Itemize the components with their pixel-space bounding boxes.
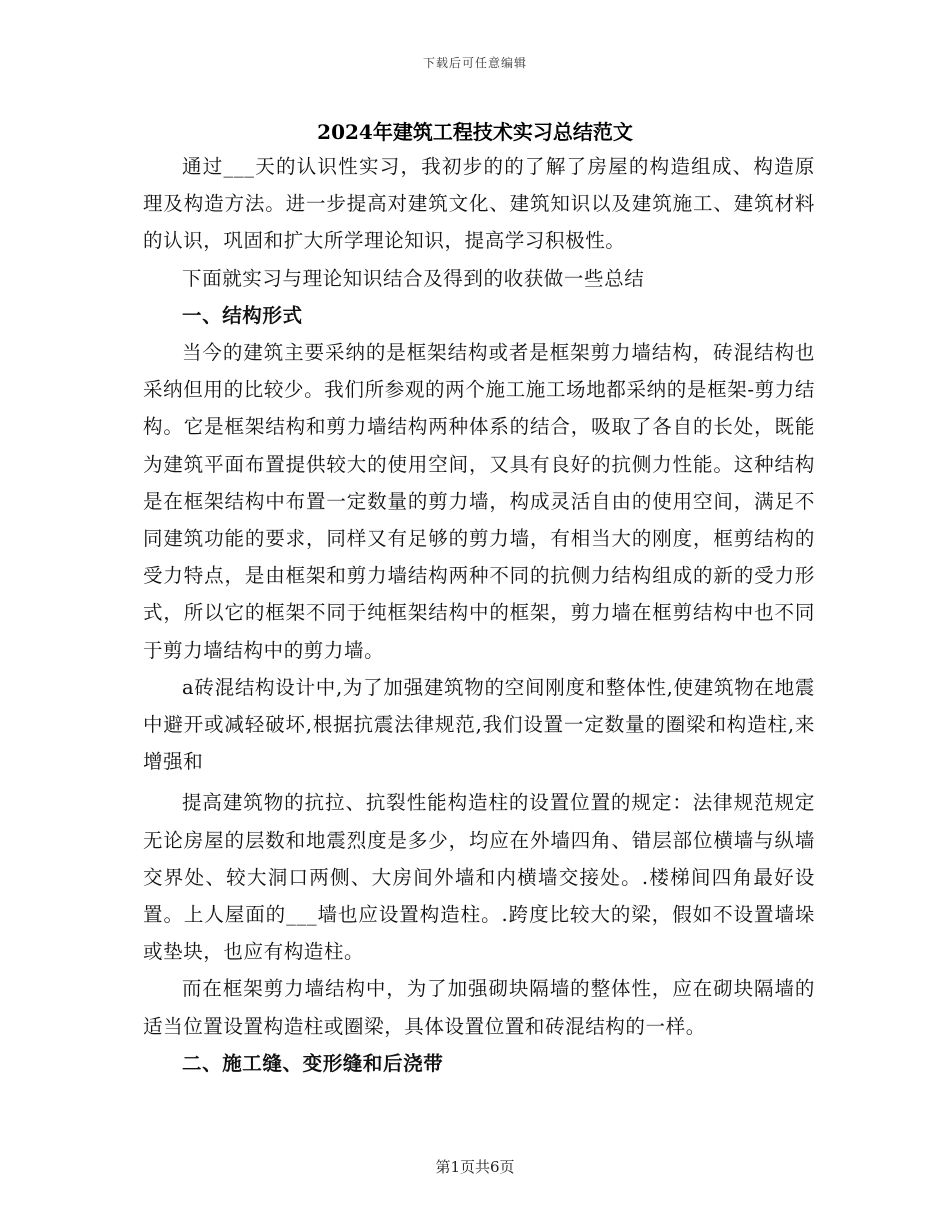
section-heading-structure: 一、结构形式	[182, 303, 303, 327]
paragraph-structure-types: 当今的建筑主要采纳的是框架结构或者是框架剪力墙结构，砖混结构也采纳但用的比较少。我们所参观的两个施工施工场地都采纳的是框架-剪力结构。它是框架结构和剪力墙结构两种体系的结合，吸取了各自的长处，既能为建筑平面布置提供较大的使用空间，又具有良好的抗侧力性能。这种结构是在框架结构中布置一定数量的剪力墙，构成灵活自由的使用空间，满足不同建筑功能的要求，同样又有足够的剪力墙，有相当大的刚度，框剪结构的受力特点，是由框架和剪力墙结构两种不同的抗侧力结构组成的新的受力形式，所以它的框架不同于纯框架结构中的框架，剪力墙在框剪结构中也不同于剪力墙结构中的剪力墙。	[143, 341, 815, 662]
paragraph-brick-concrete: a砖混结构设计中,为了加强建筑物的空间刚度和整体性,使建筑物在地震中避开或减轻破坏,根据抗震法律规范,我们设置一定数量的圈梁和构造柱,来增强和	[143, 675, 815, 774]
paragraph-frame-shear-wall: 而在框架剪力墙结构中，为了加强砌块隔墙的整体性，应在砌块隔墙的适当位置设置构造柱或圈梁，具体设置位置和砖混结构的一样。	[143, 977, 815, 1038]
paragraph-intro: 通过___天的认识性实习，我初步的的了解了房屋的构造组成、构造原理及构造方法。进一步提高对建筑文化、建筑知识以及建筑施工、建筑材料的认识，巩固和扩大所学理论知识，提高学习积极性。	[143, 155, 815, 253]
paragraph-column-rules: 提高建筑物的抗拉、抗裂性能构造柱的设置位置的规定：法律规范规定无论房屋的层数和地震烈度是多少，均应在外墙四角、错层部位横墙与纵墙交界处、较大洞口两侧、大房间外墙和内横墙交接处。.楼梯间四角最好设置。上人屋面的___墙也应设置构造柱。.跨度比较大的梁，假如不设置墙垛或垫块，也应有构造柱。	[143, 791, 815, 964]
paragraph-summary-lead: 下面就实习与理论知识结合及得到的收获做一些总结	[182, 266, 645, 290]
page-header: 下载后可任意编辑	[422, 56, 527, 70]
section-heading-joints: 二、施工缝、变形缝和后浇带	[182, 1051, 444, 1075]
document-body	[143, 148, 815, 1082]
page-footer: 第1页共6页	[435, 1158, 515, 1176]
document-title: 2024年建筑工程技术实习总结范文	[317, 120, 633, 144]
